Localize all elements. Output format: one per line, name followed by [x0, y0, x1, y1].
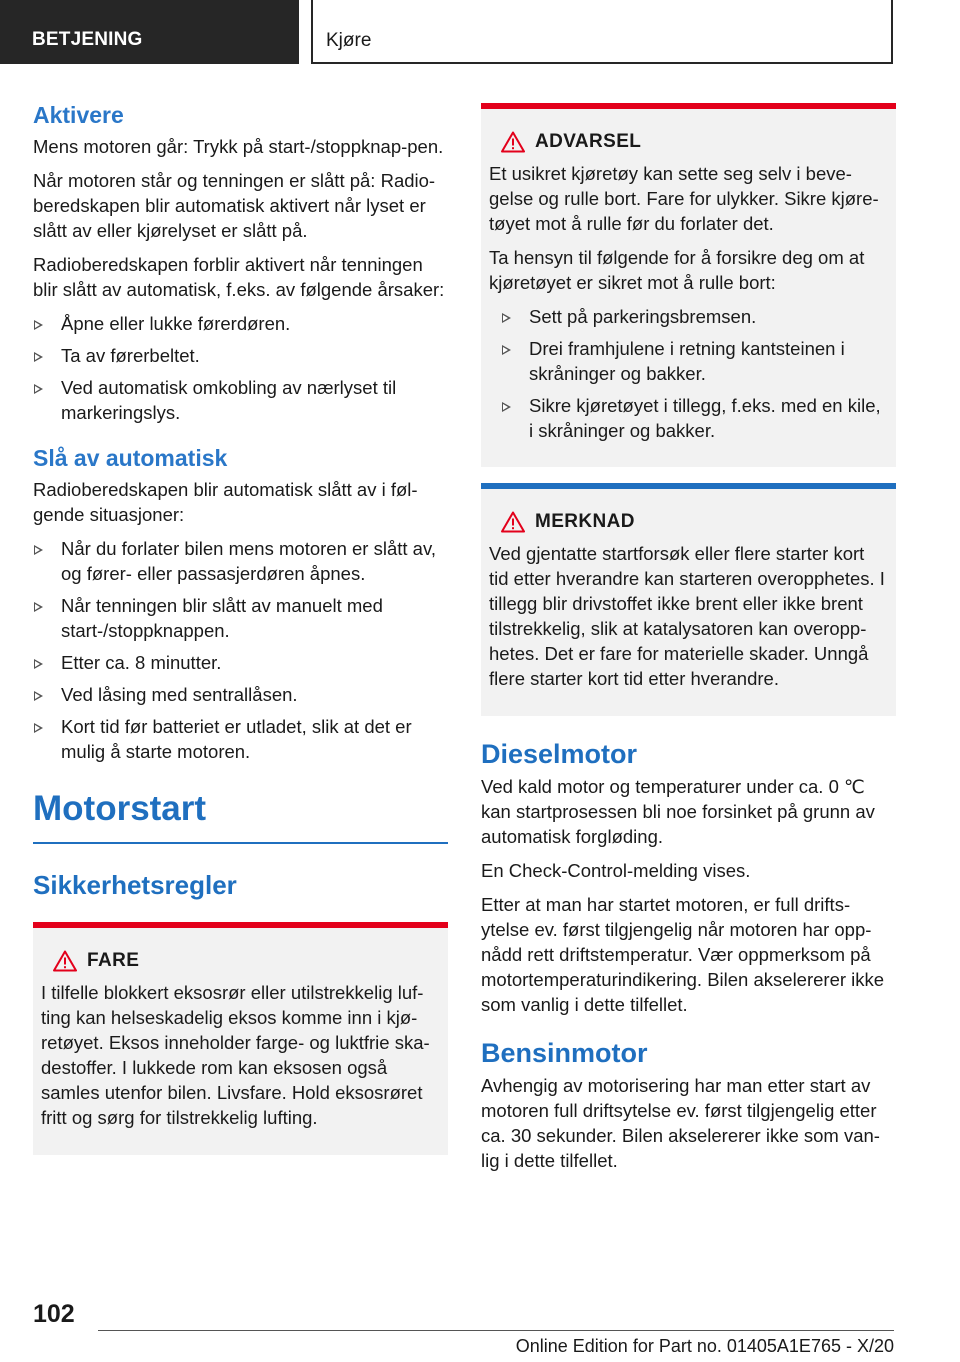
warning-triangle-icon	[501, 131, 525, 153]
triangle-bullet-icon	[502, 345, 511, 355]
list-item: Når du forlater bilen mens motoren er slått av, og fører- eller passasjerdøren åpnes.	[33, 536, 448, 586]
triangle-bullet-icon	[34, 691, 43, 701]
triangle-bullet-icon	[34, 320, 43, 330]
header-chapter-tab	[311, 0, 893, 64]
list-item: Drei framhjulene i retning kantsteinen i skråninger og bakker.	[489, 336, 888, 386]
heading-sla-av-automatisk: Slå av automatisk	[33, 445, 228, 471]
warning-text: Ta hensyn til følgende for å forsikre deg om at kjøretøyet er sikret mot å rulle bort:	[489, 247, 865, 293]
paragraph: Radioberedskapen forblir aktivert når tenningen blir slått av automatisk, f.eks. av følgende årsaker:	[33, 254, 445, 300]
list-item: Etter ca. 8 minutter.	[33, 650, 448, 675]
triangle-bullet-icon	[34, 723, 43, 733]
chapter-title: Motorstart	[33, 789, 207, 828]
section-title-diesel: Dieselmotor	[481, 739, 638, 769]
paragraph: Etter at man har startet motoren, er full drifts-ytelse ev. først tilgjengelig når motoren har opp-nådd rett driftstemperatur. Vær oppmerksom på motortemperaturindikering. Bilen akselererer ikke som vanlig i dette tilfellet.	[481, 894, 885, 1015]
paragraph: Mens motoren går: Trykk på start-/stoppknap-pen.	[33, 136, 444, 157]
bullet-list	[33, 311, 448, 425]
danger-box	[33, 922, 448, 1155]
list-item: Sett på parkeringsbremsen.	[489, 304, 888, 329]
danger-box-title	[41, 950, 440, 972]
warning-box	[481, 103, 896, 467]
header-section-label: BETJENING	[32, 29, 143, 50]
triangle-bullet-icon	[34, 352, 43, 362]
bullet-list	[489, 304, 888, 443]
danger-label: FARE	[87, 950, 140, 971]
list-item: Når tenningen blir slått av manuelt med start-/stoppknappen.	[33, 593, 448, 643]
warning-box-title	[489, 131, 888, 153]
notice-label: MERKNAD	[535, 511, 635, 532]
header-section-tab	[0, 0, 299, 64]
notice-box-title	[489, 511, 888, 533]
triangle-bullet-icon	[502, 313, 511, 323]
heading-aktivere: Aktivere	[33, 102, 124, 128]
notice-triangle-icon	[501, 511, 525, 533]
paragraph: Avhengig av motorisering har man etter start av motoren full driftsytelse ev. først tilgjengelig etter ca. 30 sekunder. Bilen akselererer ikke som van-lig i dette tilfellet.	[481, 1075, 880, 1171]
warning-text: Et usikret kjøretøy kan sette seg selv i beve-gelse og rulle bort. Fare for ulykker. Sikre kjøre-tøyet mot å rulle før du forlater det.	[489, 163, 879, 234]
paragraph: En Check-Control-melding vises.	[481, 860, 751, 881]
notice-text: Ved gjentatte startforsøk eller flere starter kort tid etter hverandre kan starteren overopphetes. I tillegg blir drivstoffet ikke brent eller ikke brent tilstrekkelig, slik at katalysatoren kan overopp-hetes. Det er fare for materielle skader. Unngå flere starter kort tid etter hverandre.	[489, 543, 885, 689]
page-number: 102	[33, 1300, 75, 1328]
triangle-bullet-icon	[34, 384, 43, 394]
list-item: Ved låsing med sentrallåsen.	[33, 682, 448, 707]
list-item: Åpne eller lukke førerdøren.	[33, 311, 448, 336]
right-column	[481, 103, 896, 1182]
left-column	[33, 100, 448, 1171]
triangle-bullet-icon	[34, 545, 43, 555]
section-title: Sikkerhetsregler	[33, 870, 237, 900]
list-item: Kort tid før batteriet er utladet, slik at det er mulig å starte motoren.	[33, 714, 448, 764]
danger-text: I tilfelle blokkert eksosrør eller utilstrekkelig luf-ting kan helseskadelig eksos komme inn i kjø-retøyet. Eksos inneholder farge- og luktfrie ska-destoffer. I lukkede rom kan eksosen også samles utenfor bilen. Livsfare. Hold eksosrøret fritt og sørg for tilstrekkelig lufting.	[41, 982, 430, 1128]
footer-divider	[98, 1330, 894, 1331]
triangle-bullet-icon	[502, 402, 511, 412]
paragraph: Radioberedskapen blir automatisk slått av i føl-gende situasjoner:	[33, 479, 418, 525]
bullet-list	[33, 536, 448, 764]
section-title-bensin: Bensinmotor	[481, 1038, 648, 1068]
header-chapter-label: Kjøre	[326, 30, 372, 51]
title-divider	[33, 842, 448, 844]
warning-label: ADVARSEL	[535, 131, 642, 152]
list-item: Sikre kjøretøyet i tillegg, f.eks. med en kile, i skråninger og bakker.	[489, 393, 888, 443]
notice-box	[481, 483, 896, 716]
paragraph: Ved kald motor og temperaturer under ca. 0 ℃ kan startprosessen bli noe forsinket på grunn av automatisk forgløding.	[481, 776, 875, 847]
warning-triangle-icon	[53, 950, 77, 972]
list-item: Ved automatisk omkobling av nærlyset til markeringslys.	[33, 375, 448, 425]
footer-edition: Online Edition for Part no. 01405A1E765 - X/20	[515, 1336, 894, 1356]
list-item: Ta av førerbeltet.	[33, 343, 448, 368]
triangle-bullet-icon	[34, 602, 43, 612]
paragraph: Når motoren står og tenningen er slått på: Radio-beredskapen blir automatisk aktivert når lyset er slått av eller kjørelyset er slått på.	[33, 170, 436, 241]
triangle-bullet-icon	[34, 659, 43, 669]
